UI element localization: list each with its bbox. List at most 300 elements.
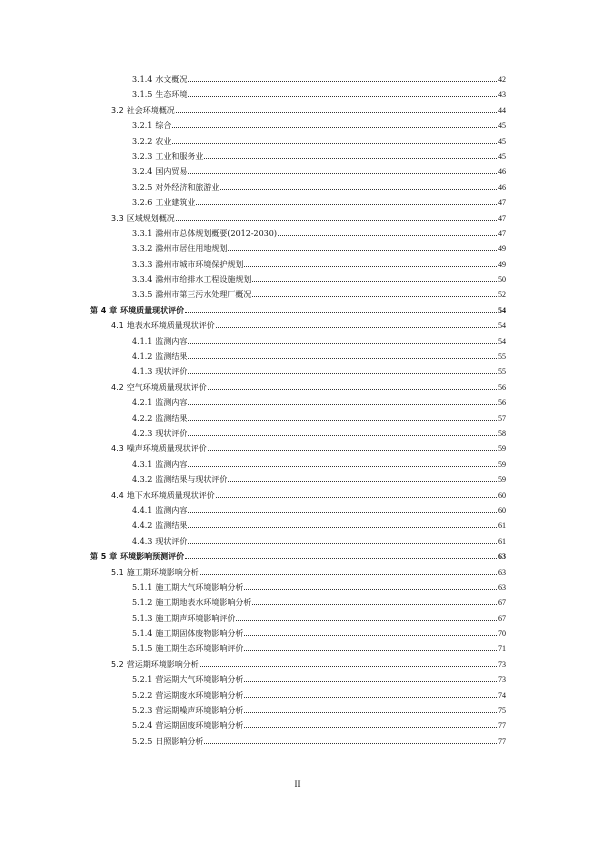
toc-page-number: 46 xyxy=(498,167,506,177)
toc-entry-title: 现状评价 xyxy=(155,428,188,438)
toc-entry-line xyxy=(111,211,506,226)
toc-entry-number: 4.1.1 xyxy=(132,336,153,346)
toc-entry-number: 5.2.4 xyxy=(132,721,153,731)
toc-page-number: 54 xyxy=(498,305,506,315)
toc-dot-leader xyxy=(244,589,497,590)
toc-entry-title: 滁州市城市环境保护规划 xyxy=(155,259,244,269)
toc-entry-number: 4.1.2 xyxy=(132,352,153,362)
toc-dot-leader xyxy=(216,497,497,498)
toc-page-number: 63 xyxy=(498,582,506,592)
toc-subsection-entry[interactable] xyxy=(0,226,595,241)
toc-page-number: 55 xyxy=(498,367,506,377)
toc-subsection-entry[interactable] xyxy=(0,518,595,533)
toc-subsection-entry[interactable] xyxy=(0,472,595,487)
toc-subsection-entry[interactable] xyxy=(0,688,595,703)
toc-entry-text xyxy=(132,580,243,595)
toc-entry-number: 5.2.2 xyxy=(132,690,153,700)
toc-page-number: 74 xyxy=(498,690,506,700)
toc-entry-text xyxy=(132,149,203,164)
toc-entry-line xyxy=(132,534,506,549)
toc-dot-leader xyxy=(188,404,497,405)
toc-entry-text xyxy=(132,272,251,287)
toc-subsection-entry[interactable] xyxy=(0,718,595,733)
toc-entry-line xyxy=(132,272,506,287)
toc-entry-number: 4.3.2 xyxy=(132,475,153,485)
toc-entry-title: 滁州市第三污水处理厂概况 xyxy=(155,290,252,300)
toc-entry-line xyxy=(111,657,506,672)
toc-entry-number: 3.2.1 xyxy=(132,121,153,131)
toc-page-number: 45 xyxy=(498,136,506,146)
toc-entry-line xyxy=(132,226,506,241)
toc-entry-number: 3.3 xyxy=(111,213,124,223)
toc-entry-title: 日照影响分析 xyxy=(155,736,204,746)
toc-subsection-entry[interactable] xyxy=(0,426,595,441)
toc-dot-leader xyxy=(244,727,497,728)
toc-entry-number: 4.2 xyxy=(111,382,124,392)
toc-dot-leader xyxy=(200,574,497,575)
toc-page-number: 63 xyxy=(498,567,506,577)
toc-page-number: 56 xyxy=(498,398,506,408)
toc-entry-text xyxy=(132,164,187,179)
toc-entry-text xyxy=(132,349,187,364)
toc-entry-title: 工业和服务业 xyxy=(155,151,204,161)
toc-entry-title: 综合 xyxy=(155,121,172,131)
toc-entry-number: 4.2.3 xyxy=(132,428,153,438)
toc-dot-leader xyxy=(188,543,497,544)
toc-entry-number: 3.1.4 xyxy=(132,75,153,84)
toc-entry-line xyxy=(132,180,506,195)
toc-entry-title: 农业 xyxy=(155,136,172,146)
toc-entry-text xyxy=(132,703,243,718)
toc-dot-leader xyxy=(185,558,497,559)
toc-entry-text xyxy=(111,211,175,226)
toc-entry-text xyxy=(132,134,171,149)
toc-entry-number: 4.3 xyxy=(111,444,124,454)
toc-page-number: 63 xyxy=(498,552,506,562)
toc-entry-number: 3.3.2 xyxy=(132,244,153,254)
toc-entry-title: 监测内容 xyxy=(155,459,188,469)
toc-entry-number: 4.3.1 xyxy=(132,459,153,469)
toc-dot-leader xyxy=(244,712,497,713)
toc-section-entry[interactable] xyxy=(0,318,595,333)
toc-entry-number: 第 4 章 xyxy=(90,305,118,315)
toc-entry-line xyxy=(132,118,506,133)
toc-subsection-entry[interactable] xyxy=(0,457,595,472)
toc-entry-text xyxy=(132,734,203,749)
toc-subsection-entry[interactable] xyxy=(0,580,595,595)
toc-subsection-entry[interactable] xyxy=(0,87,595,102)
toc-entry-text xyxy=(132,534,187,549)
toc-entry-title: 监测结果与现状评价 xyxy=(155,475,228,485)
toc-section-entry[interactable] xyxy=(0,565,595,580)
toc-entry-title: 营运期噪声环境影响分析 xyxy=(155,706,244,716)
toc-page-number: 45 xyxy=(498,121,506,131)
toc-entry-number: 3.2.4 xyxy=(132,167,153,177)
toc-entry-title: 施工期大气环境影响分析 xyxy=(155,582,244,592)
toc-entry-text xyxy=(132,503,187,518)
toc-entry-title: 现状评价 xyxy=(155,536,188,546)
toc-entry-line xyxy=(132,395,506,410)
toc-entry-number: 4.1.3 xyxy=(132,367,153,377)
toc-dot-leader xyxy=(185,312,497,313)
toc-subsection-entry[interactable] xyxy=(0,134,595,149)
toc-entry-number: 5.2.5 xyxy=(132,736,153,746)
toc-entry-title: 滁州市总体规划概要(2012-2030) xyxy=(155,228,278,238)
toc-dot-leader xyxy=(208,389,497,390)
toc-page-number: 50 xyxy=(498,275,506,285)
toc-section-entry[interactable] xyxy=(0,211,595,226)
toc-entry-title: 监测结果 xyxy=(155,352,188,362)
toc-dot-leader xyxy=(196,204,497,205)
toc-entry-title: 营运期环境影响分析 xyxy=(126,659,199,669)
toc-page-number: 45 xyxy=(498,151,506,161)
toc-entry-line xyxy=(132,334,506,349)
toc-entry-line xyxy=(111,103,506,118)
toc-entry-number: 4.4.1 xyxy=(132,505,153,515)
toc-page-number: 42 xyxy=(498,75,506,84)
toc-dot-leader xyxy=(244,266,497,267)
toc-subsection-entry[interactable] xyxy=(0,287,595,302)
toc-dot-leader xyxy=(278,235,497,236)
toc-entry-title: 滁州市给排水工程设施规划 xyxy=(155,275,252,285)
toc-dot-leader xyxy=(204,158,497,159)
toc-entry-number: 4.2.2 xyxy=(132,413,153,423)
toc-entry-number: 3.2.5 xyxy=(132,182,153,192)
toc-entry-line xyxy=(132,703,506,718)
toc-entry-line xyxy=(132,364,506,379)
toc-entry-line xyxy=(132,472,506,487)
toc-entry-number: 5.1.3 xyxy=(132,613,153,623)
toc-dot-leader xyxy=(172,127,497,128)
toc-entry-line xyxy=(132,411,506,426)
toc-entry-text xyxy=(132,411,187,426)
toc-subsection-entry[interactable] xyxy=(0,411,595,426)
toc-dot-leader xyxy=(188,358,497,359)
toc-dot-leader xyxy=(220,189,497,190)
toc-entry-line xyxy=(132,426,506,441)
toc-entry-title: 生态环境 xyxy=(155,90,188,100)
toc-entry-line xyxy=(132,503,506,518)
toc-dot-leader xyxy=(188,96,497,97)
toc-entry-number: 5.2 xyxy=(111,659,124,669)
toc-entry-title: 施工期固体废物影响分析 xyxy=(155,629,244,639)
toc-dot-leader xyxy=(188,512,497,513)
toc-entry-line xyxy=(132,518,506,533)
toc-page-number: 54 xyxy=(498,336,506,346)
toc-dot-leader xyxy=(176,112,497,113)
toc-entry-title: 营运期废水环境影响分析 xyxy=(155,690,244,700)
toc-entry-number: 3.1.5 xyxy=(132,90,153,100)
toc-page-number: 61 xyxy=(498,536,506,546)
toc-entry-number: 3.2.2 xyxy=(132,136,153,146)
toc-entry-line xyxy=(111,488,506,503)
toc-entry-number: 3.3.1 xyxy=(132,228,153,238)
toc-entry-number: 4.4 xyxy=(111,490,124,500)
toc-entry-text xyxy=(132,641,243,656)
toc-page-number: 67 xyxy=(498,598,506,608)
toc-entry-title: 现状评价 xyxy=(155,367,188,377)
toc-entry-line xyxy=(132,734,506,749)
toc-entry-line xyxy=(132,641,506,656)
toc-chapter-entry[interactable] xyxy=(0,303,595,318)
toc-chapter-entry[interactable] xyxy=(0,549,595,564)
toc-dot-leader xyxy=(228,250,497,251)
toc-entry-text xyxy=(132,426,187,441)
toc-entry-text xyxy=(132,672,243,687)
toc-page-number: 73 xyxy=(498,675,506,685)
toc-entry-line xyxy=(132,580,506,595)
toc-page-number: 60 xyxy=(498,505,506,515)
toc-page-number: 47 xyxy=(498,213,506,223)
toc-entry-text xyxy=(132,334,187,349)
toc-entry-number: 4.4.3 xyxy=(132,536,153,546)
toc-entry-title: 空气环境质量现状评价 xyxy=(126,382,207,392)
toc-page-number: 75 xyxy=(498,706,506,716)
toc-entry-title: 区域规划概况 xyxy=(126,213,175,223)
toc-entry-text xyxy=(132,195,195,210)
toc-dot-leader xyxy=(188,420,497,421)
toc-dot-leader xyxy=(176,220,497,221)
toc-section-entry[interactable] xyxy=(0,441,595,456)
toc-entry-text xyxy=(90,303,184,318)
toc-dot-leader xyxy=(188,527,497,528)
toc-page-number: 47 xyxy=(498,228,506,238)
toc-dot-leader xyxy=(252,296,497,297)
toc-section-entry[interactable] xyxy=(0,103,595,118)
toc-entry-line xyxy=(90,303,506,318)
toc-subsection-entry[interactable] xyxy=(0,641,595,656)
toc-entry-title: 监测结果 xyxy=(155,413,188,423)
table-of-contents xyxy=(0,72,595,749)
toc-dot-leader xyxy=(188,373,497,374)
toc-entry-text xyxy=(132,287,251,302)
toc-entry-title: 国内贸易 xyxy=(155,167,188,177)
toc-entry-text xyxy=(132,118,171,133)
toc-entry-number: 5.1.4 xyxy=(132,629,153,639)
toc-entry-text xyxy=(132,595,251,610)
toc-entry-text xyxy=(132,257,243,272)
toc-entry-number: 3.3.5 xyxy=(132,290,153,300)
toc-entry-line xyxy=(132,241,506,256)
toc-page-number: 59 xyxy=(498,459,506,469)
toc-page-number: 59 xyxy=(498,444,506,454)
toc-subsection-entry[interactable] xyxy=(0,611,595,626)
toc-subsection-entry[interactable] xyxy=(0,395,595,410)
toc-entry-line xyxy=(132,718,506,733)
toc-entry-number: 5.1 xyxy=(111,567,124,577)
toc-subsection-entry[interactable] xyxy=(0,349,595,364)
toc-subsection-entry[interactable] xyxy=(0,272,595,287)
toc-entry-text xyxy=(111,103,175,118)
toc-page-number: 67 xyxy=(498,613,506,623)
toc-entry-line xyxy=(111,380,506,395)
toc-page-number: 70 xyxy=(498,629,506,639)
toc-entry-text xyxy=(132,518,187,533)
toc-subsection-entry[interactable] xyxy=(0,595,595,610)
toc-entry-title: 监测内容 xyxy=(155,398,188,408)
toc-dot-leader xyxy=(188,81,497,82)
toc-entry-title: 监测结果 xyxy=(155,521,188,531)
toc-dot-leader xyxy=(188,466,497,467)
toc-dot-leader xyxy=(208,450,497,451)
toc-page-number: 58 xyxy=(498,428,506,438)
toc-entry-text xyxy=(111,657,199,672)
toc-page-number: 55 xyxy=(498,352,506,362)
toc-entry-text xyxy=(132,611,235,626)
toc-entry-text xyxy=(111,380,207,395)
toc-page-number: 77 xyxy=(498,736,506,746)
toc-entry-line xyxy=(132,164,506,179)
toc-dot-leader xyxy=(252,281,497,282)
toc-entry-text xyxy=(90,549,184,564)
toc-entry-line xyxy=(132,457,506,472)
toc-entry-number: 5.1.2 xyxy=(132,598,153,608)
toc-entry-line xyxy=(132,134,506,149)
toc-subsection-entry[interactable] xyxy=(0,703,595,718)
toc-entry-line xyxy=(132,626,506,641)
toc-entry-number: 5.2.1 xyxy=(132,675,153,685)
toc-dot-leader xyxy=(188,435,497,436)
toc-dot-leader xyxy=(188,343,497,344)
page-number: II xyxy=(294,779,301,789)
toc-subsection-entry[interactable] xyxy=(0,241,595,256)
toc-entry-line xyxy=(132,87,506,102)
toc-page-number: 52 xyxy=(498,290,506,300)
toc-page-number: 49 xyxy=(498,244,506,254)
toc-subsection-entry[interactable] xyxy=(0,164,595,179)
toc-entry-number: 3.2.3 xyxy=(132,151,153,161)
toc-entry-title: 环境质量现状评价 xyxy=(120,305,185,315)
toc-subsection-entry[interactable] xyxy=(0,180,595,195)
toc-entry-text xyxy=(132,72,187,87)
toc-entry-title: 施工期环境影响分析 xyxy=(126,567,199,577)
toc-entry-text xyxy=(111,318,215,333)
toc-entry-line xyxy=(132,287,506,302)
toc-subsection-entry[interactable] xyxy=(0,118,595,133)
toc-page-number: 71 xyxy=(498,644,506,654)
toc-subsection-entry[interactable] xyxy=(0,334,595,349)
toc-entry-line xyxy=(132,672,506,687)
toc-dot-leader xyxy=(188,173,497,174)
toc-entry-title: 施工期生态环境影响评价 xyxy=(155,644,244,654)
toc-subsection-entry[interactable] xyxy=(0,257,595,272)
toc-section-entry[interactable] xyxy=(0,657,595,672)
toc-page-number: 43 xyxy=(498,90,506,100)
toc-entry-text xyxy=(132,241,227,256)
toc-dot-leader xyxy=(252,604,497,605)
toc-entry-line xyxy=(90,549,506,564)
toc-entry-title: 监测内容 xyxy=(155,336,188,346)
toc-entry-text xyxy=(132,718,243,733)
toc-entry-number: 5.1.1 xyxy=(132,582,153,592)
toc-dot-leader xyxy=(244,650,497,651)
toc-dot-leader xyxy=(204,743,497,744)
toc-page-number: 60 xyxy=(498,490,506,500)
toc-subsection-entry[interactable] xyxy=(0,195,595,210)
toc-entry-title: 营运期大气环境影响分析 xyxy=(155,675,244,685)
toc-subsection-entry[interactable] xyxy=(0,626,595,641)
toc-page-number: 46 xyxy=(498,182,506,192)
toc-dot-leader xyxy=(244,697,497,698)
toc-entry-text xyxy=(111,565,199,580)
toc-page-number: 56 xyxy=(498,382,506,392)
toc-subsection-entry[interactable] xyxy=(0,503,595,518)
toc-page-number: 61 xyxy=(498,521,506,531)
toc-entry-title: 监测内容 xyxy=(155,505,188,515)
toc-dot-leader xyxy=(200,666,497,667)
toc-section-entry[interactable] xyxy=(0,488,595,503)
toc-entry-line xyxy=(132,595,506,610)
toc-dot-leader xyxy=(244,635,497,636)
toc-dot-leader xyxy=(236,620,497,621)
toc-entry-title: 地表水环境质量现状评价 xyxy=(126,321,215,331)
toc-entry-text xyxy=(132,626,243,641)
toc-page-number: 54 xyxy=(498,321,506,331)
toc-entry-number: 4.1 xyxy=(111,321,124,331)
toc-page-number: 57 xyxy=(498,413,506,423)
toc-subsection-entry[interactable] xyxy=(0,734,595,749)
toc-page-number: 44 xyxy=(498,105,506,115)
toc-entry-line xyxy=(111,318,506,333)
toc-entry-title: 滁州市居住用地规划 xyxy=(155,244,228,254)
toc-entry-text xyxy=(132,87,187,102)
toc-entry-number: 5.2.3 xyxy=(132,706,153,716)
toc-entry-line xyxy=(132,257,506,272)
toc-entry-number: 4.2.1 xyxy=(132,398,153,408)
toc-dot-leader xyxy=(216,327,497,328)
toc-entry-title: 社会环境概况 xyxy=(126,105,175,115)
toc-subsection-entry[interactable] xyxy=(0,534,595,549)
toc-entry-text xyxy=(132,472,227,487)
toc-entry-line xyxy=(132,688,506,703)
toc-entry-number: 5.1.5 xyxy=(132,644,153,654)
toc-entry-number: 3.3.3 xyxy=(132,259,153,269)
toc-subsection-entry[interactable] xyxy=(0,672,595,687)
toc-entry-text xyxy=(111,488,215,503)
toc-entry-line xyxy=(111,565,506,580)
toc-entry-number: 4.4.2 xyxy=(132,521,153,531)
toc-entry-title: 工业建筑业 xyxy=(155,198,196,208)
toc-dot-leader xyxy=(244,681,497,682)
toc-entry-number: 3.2.6 xyxy=(132,198,153,208)
toc-entry-text xyxy=(132,364,187,379)
toc-entry-number: 3.2 xyxy=(111,105,124,115)
toc-page-number: 73 xyxy=(498,659,506,669)
toc-entry-title: 噪声环境质量现状评价 xyxy=(126,444,207,454)
toc-entry-line xyxy=(132,611,506,626)
toc-dot-leader xyxy=(172,143,497,144)
toc-page-number: 47 xyxy=(498,198,506,208)
toc-dot-leader xyxy=(228,481,497,482)
toc-entry-text xyxy=(132,688,243,703)
toc-entry-number: 3.3.4 xyxy=(132,275,153,285)
toc-entry-title: 水文概况 xyxy=(155,75,188,84)
toc-entry-text xyxy=(132,457,187,472)
toc-subsection-entry[interactable] xyxy=(0,72,595,87)
toc-entry-title: 施工期地表水环境影响分析 xyxy=(155,598,252,608)
toc-entry-line xyxy=(132,149,506,164)
toc-entry-line xyxy=(132,195,506,210)
toc-subsection-entry[interactable] xyxy=(0,149,595,164)
toc-entry-title: 地下水环境质量现状评价 xyxy=(126,490,215,500)
toc-entry-text xyxy=(132,395,187,410)
toc-page-number: 77 xyxy=(498,721,506,731)
toc-entry-number: 第 5 章 xyxy=(90,552,118,562)
toc-entry-title: 营运期固废环境影响分析 xyxy=(155,721,244,731)
toc-entry-text xyxy=(132,180,219,195)
toc-section-entry[interactable] xyxy=(0,380,595,395)
toc-subsection-entry[interactable] xyxy=(0,364,595,379)
